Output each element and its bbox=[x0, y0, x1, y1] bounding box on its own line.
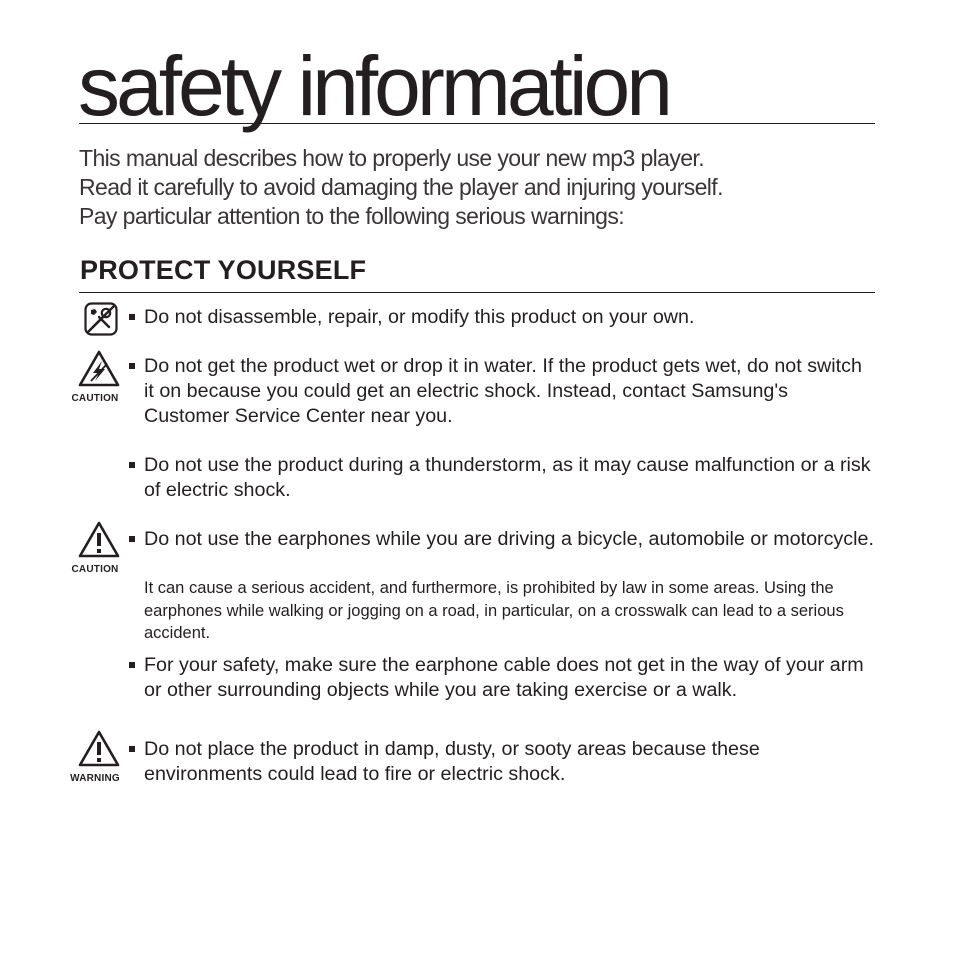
list-item-wet bbox=[127, 354, 877, 429]
list-item-earphones bbox=[127, 527, 877, 552]
caution-label: CAUTION bbox=[71, 393, 119, 404]
bullet-mark bbox=[129, 536, 135, 542]
list-item-cable bbox=[127, 653, 877, 703]
bullet-mark bbox=[129, 662, 135, 668]
list-item-text: Do not disassemble, repair, or modify this product on your own. bbox=[144, 306, 695, 328]
caution-label: CAUTION bbox=[71, 564, 119, 575]
no-disassemble-icon bbox=[67, 302, 123, 341]
list-item-disassemble bbox=[127, 305, 877, 330]
bullet-mark bbox=[129, 462, 135, 468]
earphones-note: It can cause a serious accident, and furthermore, is prohibited by law in some areas. Using the earphones while walking or jogging on a road, in particular, on a crosswalk can lead to a serious accident. bbox=[144, 579, 844, 642]
bullet-mark bbox=[129, 314, 135, 320]
bullet-mark bbox=[129, 363, 135, 369]
list-item-text: Do not use the product during a thunderstorm, as it may cause malfunction or a risk of electric shock. bbox=[144, 454, 871, 501]
page-title: safety information bbox=[78, 39, 669, 133]
bullet-mark bbox=[129, 746, 135, 752]
intro-line-3: Pay particular attention to the following serious warnings: bbox=[79, 203, 625, 229]
exclamation-warning-icon bbox=[67, 730, 123, 784]
exclamation-caution-icon bbox=[67, 521, 123, 575]
section-divider bbox=[79, 292, 875, 293]
list-item-text: For your safety, make sure the earphone cable does not get in the way of your arm or other surrounding objects while you are taking exercise or a walk. bbox=[144, 654, 864, 701]
section-heading: PROTECT YOURSELF bbox=[80, 255, 367, 285]
warning-label: WARNING bbox=[70, 773, 120, 784]
list-item-text: Do not place the product in damp, dusty, or sooty areas because these environments could lead to fire or electric shock. bbox=[144, 738, 760, 785]
list-item-text: Do not use the earphones while you are driving a bicycle, automobile or motorcycle. bbox=[144, 528, 874, 550]
intro-paragraph bbox=[79, 144, 879, 231]
list-item-text: Do not get the product wet or drop it in water. If the product gets wet, do not switch it on because you could get an electric shock. Instead, contact Samsung's Customer Service Center near you. bbox=[144, 355, 862, 427]
intro-line-2: Read it carefully to avoid damaging the player and injuring yourself. bbox=[79, 174, 723, 200]
list-item-thunderstorm bbox=[127, 453, 877, 503]
intro-line-1: This manual describes how to properly use your new mp3 player. bbox=[79, 145, 705, 171]
electric-shock-caution-icon bbox=[67, 350, 123, 404]
list-item-damp bbox=[127, 737, 877, 787]
title-divider bbox=[79, 123, 875, 124]
